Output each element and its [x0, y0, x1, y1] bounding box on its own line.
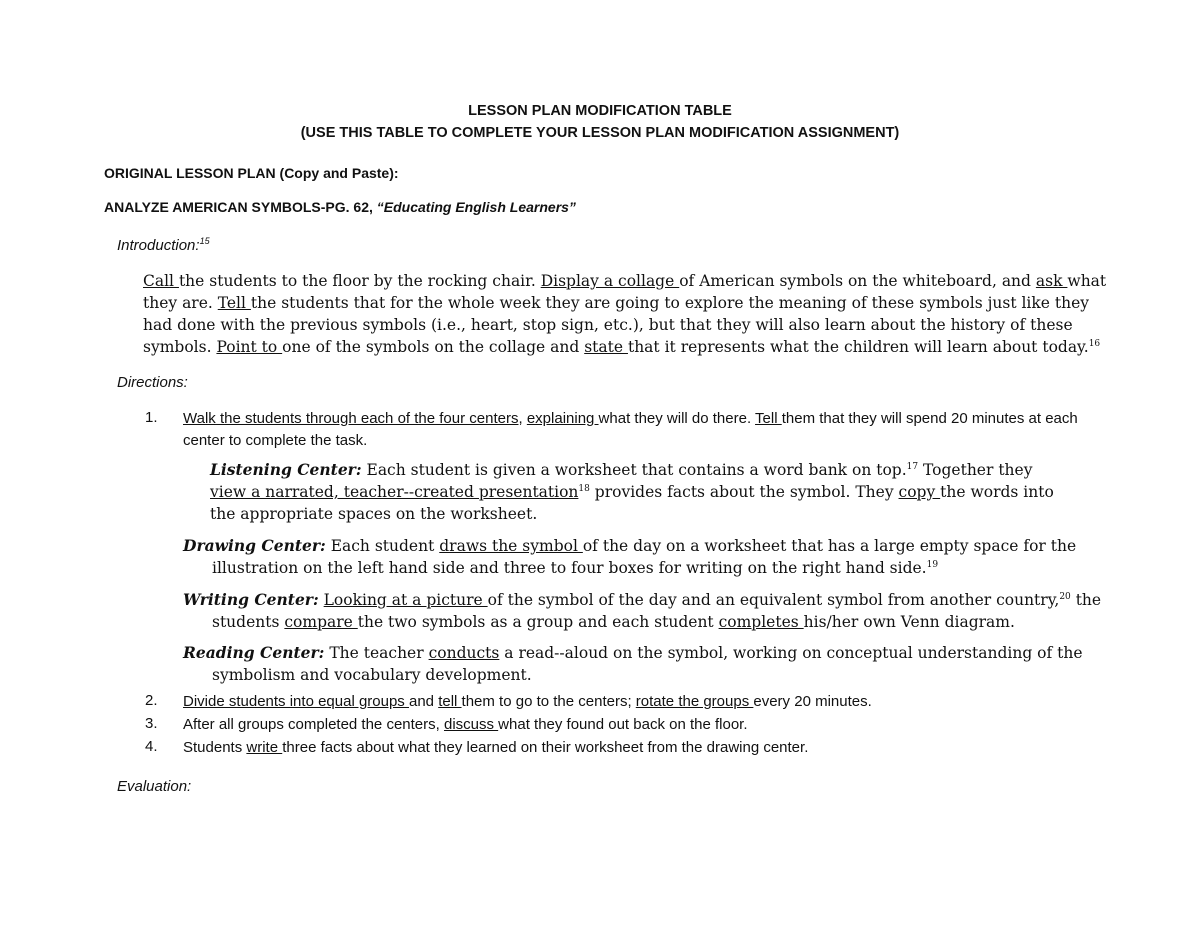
discuss-text: discuss: [443, 716, 499, 733]
introduction-label-text: Introduction:: [117, 237, 200, 254]
intro-tell: Tell: [217, 294, 251, 312]
rotate-groups-text: rotate the groups: [635, 693, 754, 710]
introduction-label: [117, 237, 210, 254]
copy-text: copy: [898, 483, 941, 501]
document-subtitle: (USE THIS TABLE TO COMPLETE YOUR LESSON PLAN MODIFICATION ASSIGNMENT): [300, 125, 900, 141]
intro-display-collage: Display a collage: [540, 272, 680, 290]
intro-text: the students that for the whole week they are going to explore the meaning of these symbols just like they had done with the previous symbols (i.e., heart, stop sign, etc.), but that they will also learn about the history of these symbols.: [143, 294, 1090, 356]
center-text: Together they: [918, 461, 1033, 479]
writing-center: [183, 589, 1112, 633]
center-text: of the day on a worksheet that has a large empty space for the illustration on the left hand side and three to four boxes for writing on the right hand side.: [212, 537, 1077, 577]
footnote-ref: 19: [926, 559, 939, 570]
listening-center: [210, 459, 1070, 525]
tell-text: Tell: [755, 410, 782, 427]
item-text: Students: [183, 739, 247, 756]
center-text: his/her own Venn diagram.: [803, 613, 1015, 631]
center-text: the two symbols as a group and each student: [357, 613, 719, 631]
footnote-ref: 18: [578, 483, 590, 494]
list-number: 3.: [145, 715, 158, 732]
center-text: the students: [212, 591, 1102, 631]
center-text: Each student is given a worksheet that contains a word bank on top.: [361, 461, 907, 479]
item-text: them that they will spend 20 minutes at each center to complete the task.: [183, 410, 1078, 449]
list-item-2: [183, 691, 1083, 713]
introduction-paragraph: [143, 270, 1108, 358]
view-presentation-text: view a narrated, teacher--created presentation: [210, 483, 579, 501]
lesson-title: [104, 199, 576, 215]
item-text: what they will do there.: [598, 410, 756, 427]
directions-label: Directions:: [117, 374, 188, 391]
looking-at-picture-text: Looking at a picture: [323, 591, 488, 609]
intro-text: of American symbols on the whiteboard, and: [679, 272, 1036, 290]
tell-text: tell: [438, 693, 462, 710]
intro-text: that it represents what the children will learn about today.: [627, 338, 1089, 356]
walk-students-text: Walk the students through each of the four centers: [183, 410, 519, 427]
drawing-center: [183, 535, 1102, 579]
listening-center-name: Listening Center:: [210, 460, 362, 479]
reading-center-name: Reading Center:: [183, 643, 325, 662]
draws-symbol-text: draws the symbol: [439, 537, 583, 555]
footnote-ref: 16: [1088, 338, 1101, 349]
reading-center: [183, 642, 1102, 686]
footnote-ref: 15: [199, 236, 210, 246]
item-text: every 20 minutes.: [753, 693, 872, 710]
list-item-1: [183, 408, 1083, 452]
intro-call: Call: [143, 272, 179, 290]
item-text: After all groups completed the centers,: [183, 716, 444, 733]
evaluation-label: Evaluation:: [117, 778, 192, 795]
intro-ask: ask: [1035, 272, 1068, 290]
lesson-title-book: “Educating English Learners”: [376, 199, 576, 215]
list-item-4: [183, 737, 1083, 759]
center-text: Each student: [325, 537, 440, 555]
item-text: and: [408, 693, 439, 710]
original-lesson-plan-heading: ORIGINAL LESSON PLAN (Copy and Paste):: [104, 165, 399, 181]
intro-text: the students to the floor by the rocking chair.: [178, 272, 541, 290]
divide-students-text: Divide students into equal groups: [183, 693, 409, 710]
completes-text: completes: [718, 613, 804, 631]
explaining-text: explaining: [526, 410, 599, 427]
compare-text: compare: [284, 613, 358, 631]
intro-point-to: Point to: [216, 338, 283, 356]
center-text: provides facts about the symbol. They: [589, 483, 899, 501]
list-number: 1.: [145, 409, 158, 426]
drawing-center-name: Drawing Center:: [183, 536, 326, 555]
footnote-ref: 17: [906, 461, 919, 472]
lesson-title-prefix: ANALYZE AMERICAN SYMBOLS-PG. 62,: [104, 199, 377, 215]
center-text: the words into the appropriate spaces on the worksheet.: [210, 483, 1054, 523]
document-title: LESSON PLAN MODIFICATION TABLE: [468, 103, 732, 119]
footnote-ref: 20: [1059, 591, 1071, 602]
center-text: of the symbol of the day and an equivalent symbol from another country,: [487, 591, 1060, 609]
item-text: what they found out back on the floor.: [498, 716, 748, 733]
center-text: The teacher: [324, 644, 429, 662]
write-text: write: [246, 739, 283, 756]
intro-state: state: [584, 338, 628, 356]
writing-center-name: Writing Center:: [183, 590, 319, 609]
item-text: ,: [518, 410, 527, 427]
list-item-3: [183, 714, 1083, 736]
list-number: 2.: [145, 692, 158, 709]
intro-text: one of the symbols on the collage and: [282, 338, 585, 356]
conducts-text: conducts: [428, 644, 500, 662]
intro-text: what they are.: [143, 272, 1107, 312]
item-text: them to go to the centers;: [461, 693, 636, 710]
center-text: a read--aloud on the symbol, working on conceptual understanding of the symbolism and vocabulary development.: [212, 644, 1083, 684]
item-text: three facts about what they learned on their worksheet from the drawing center.: [282, 739, 809, 756]
list-number: 4.: [145, 738, 158, 755]
